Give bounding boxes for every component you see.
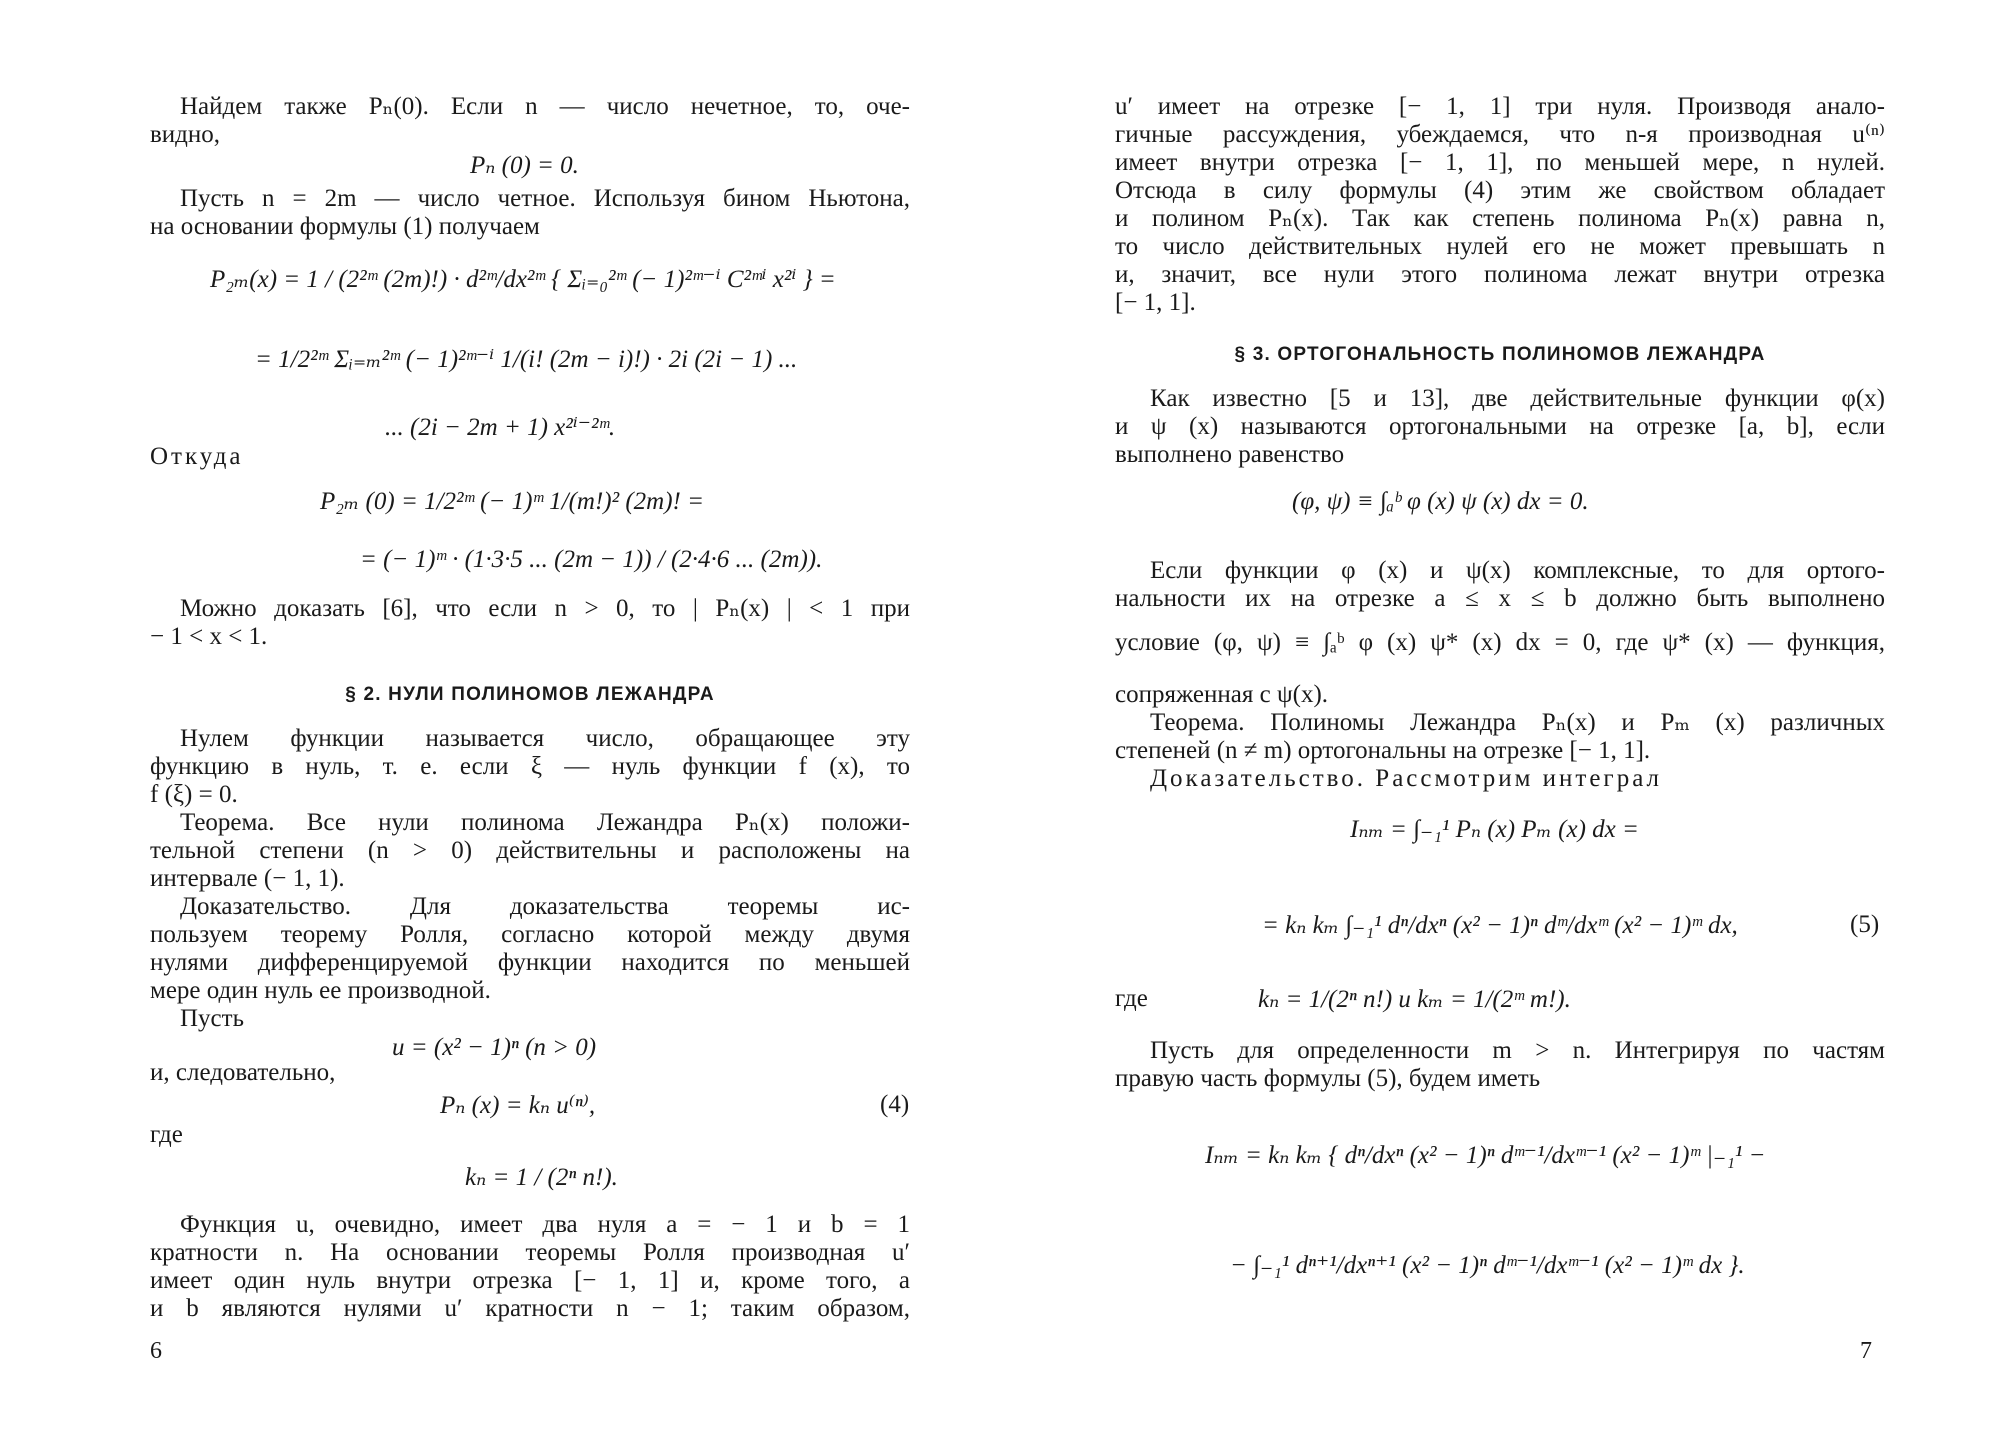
formula: Pₙ (0) = 0. [470,152,579,179]
right-page [1000,0,2000,1444]
formula: P₂ₘ (0) = 1/2²ᵐ (− 1)ᵐ 1/(m!)² (2m)! = [320,488,704,515]
text-line: на основании формулы (1) получаем [150,213,540,240]
text-line: Доказательство. Для доказательства теоремы ис- [180,893,910,920]
formula: u = (x² − 1)ⁿ (n > 0) [392,1034,597,1061]
text-line: Отсюда в силу формулы (4) этим же свойством обладает [1115,177,1885,204]
text-line: Пусть n = 2m — число четное. Используя бином Ньютона, [180,185,910,212]
formula: = 1/2²ᵐ Σᵢ₌ₘ²ᵐ (− 1)²ᵐ⁻ⁱ 1/(i! (2m − i)!) · 2i (2i − 1) ... [255,346,798,373]
formula: Iₙₘ = kₙ kₘ { dⁿ/dxⁿ (x² − 1)ⁿ dᵐ⁻¹/dxᵐ⁻¹ (x² − 1)ᵐ |₋₁¹ − [1205,1142,1766,1169]
text-line: f (ξ) = 0. [150,781,238,808]
text-line: и, значит, все нули этого полинома лежат внутри отрезка [1115,261,1885,288]
text-line: и, следовательно, [150,1059,336,1086]
formula: ... (2i − 2m + 1) x²ⁱ⁻²ᵐ. [385,414,616,441]
section-heading: § 2. НУЛИ ПОЛИНОМОВ ЛЕЖАНДРА [345,684,715,705]
text-line: условие (φ, ψ) ≡ ∫ₐᵇ φ (x) ψ* (x) dx = 0, где ψ* (x) — функция, [1115,629,1885,656]
text-line: Пусть [180,1005,244,1032]
text-line: тельной степени (n > 0) действительны и расположены на [150,837,910,864]
text-line: Нулем функции называется число, обращающее эту [180,725,910,752]
text-line: и ψ (x) называются ортогональными на отрезке [a, b], если [1115,413,1885,440]
text-line: степеней (n ≠ m) ортогональны на отрезке [− 1, 1]. [1115,737,1651,764]
text-line: пользуем теорему Ролля, согласно которой между двумя [150,921,910,948]
formula: kₙ = 1/(2ⁿ n!) и kₘ = 1/(2ᵐ m!). [1258,986,1571,1013]
text-line: Если функции φ (x) и ψ(x) комплексные, то для ортого- [1150,557,1885,584]
equation-number: (5) [1850,911,1880,938]
text-line: выполнено равенство [1115,441,1345,468]
text-line: имеет один нуль внутри отрезка [− 1, 1] и, кроме того, a [150,1267,910,1294]
text-line: видно, [150,121,221,148]
equation-number: (4) [880,1091,910,1118]
formula: kₙ = 1 / (2ⁿ n!). [465,1164,618,1191]
formula: P₂ₘ(x) = 1 / (2²ᵐ (2m)!) · d²ᵐ/dx²ᵐ { Σᵢ₌₀²ᵐ (− 1)²ᵐ⁻ⁱ C²ᵐⁱ x²ⁱ } = [210,266,836,293]
formula: − ∫₋₁¹ dⁿ⁺¹/dxⁿ⁺¹ (x² − 1)ⁿ dᵐ⁻¹/dxᵐ⁻¹ (x² − 1)ᵐ dx }. [1230,1252,1745,1279]
text-line: нальности их на отрезке a ≤ x ≤ b должно быть выполнено [1115,585,1885,612]
section-heading: § 3. ОРТОГОНАЛЬНОСТЬ ПОЛИНОМОВ ЛЕЖАНДРА [1234,344,1766,365]
formula: Iₙₘ = ∫₋₁¹ Pₙ (x) Pₘ (x) dx = [1350,816,1639,843]
text-line: кратности n. На основании теоремы Ролля производная u′ [150,1239,910,1266]
text-line: где [150,1121,183,1148]
text-line: и полином Pₙ(x). Так как степень полинома Pₙ(x) равна n, [1115,205,1885,232]
text-line: Как известно [5 и 13], две действительные функции φ(x) [1150,385,1885,412]
page-number: 6 [150,1338,162,1364]
text-line: и b являются нулями u′ кратности n − 1; таким образом, [150,1295,910,1322]
text-line: где [1115,985,1148,1012]
page-number: 7 [1860,1338,1872,1364]
text-line: [− 1, 1]. [1115,289,1196,316]
text-line: интервале (− 1, 1). [150,865,345,892]
text-line: мере один нуль ее производной. [150,977,491,1004]
text-line: нулями дифференцируемой функции находится по меньшей [150,949,910,976]
text-line: правую часть формулы (5), будем иметь [1115,1065,1541,1092]
text-line: Теорема. Все нули полинома Лежандра Pₙ(x) положи- [180,809,910,836]
formula: Pₙ (x) = kₙ u⁽ⁿ⁾, [440,1092,596,1119]
text-line: имеет внутри отрезка [− 1, 1], по меньшей мере, n нулей. [1115,149,1885,176]
text-line: − 1 < x < 1. [150,623,268,650]
text-line: Функция u, очевидно, имеет два нуля a = − 1 и b = 1 [180,1211,910,1238]
text-line: Пусть для определенности m > n. Интегрируя по частям [1150,1037,1885,1064]
formula: = (− 1)ᵐ · (1·3·5 ... (2m − 1)) / (2·4·6 ... (2m)). [360,546,823,573]
formula: = kₙ kₘ ∫₋₁¹ dⁿ/dxⁿ (x² − 1)ⁿ dᵐ/dxᵐ (x² − 1)ᵐ dx, [1262,912,1738,939]
text-line: то число действительных нулей его не может превышать n [1115,233,1885,260]
formula: (φ, ψ) ≡ ∫ₐᵇ φ (x) ψ (x) dx = 0. [1292,488,1589,515]
text-line: Теорема. Полиномы Лежандра Pₙ(x) и Pₘ (x) различных [1150,709,1885,736]
text-line: Найдем также Pₙ(0). Если n — число нечетное, то, оче- [180,93,910,120]
text-line: Доказательство. Рассмотрим интеграл [1150,765,1662,792]
text-line: сопряженная с ψ(x). [1115,681,1329,708]
text-line: Откуда [150,443,244,470]
text-line: гичные рассуждения, убеждаемся, что n-я производная u⁽ⁿ⁾ [1115,121,1885,148]
text-line: Можно доказать [6], что если n > 0, то | Pₙ(x) | < 1 при [180,595,910,622]
text-line: функцию в нуль, т. е. если ξ — нуль функции f (x), то [150,753,910,780]
text-line: u′ имеет на отрезке [− 1, 1] три нуля. Производя анало- [1115,93,1885,120]
